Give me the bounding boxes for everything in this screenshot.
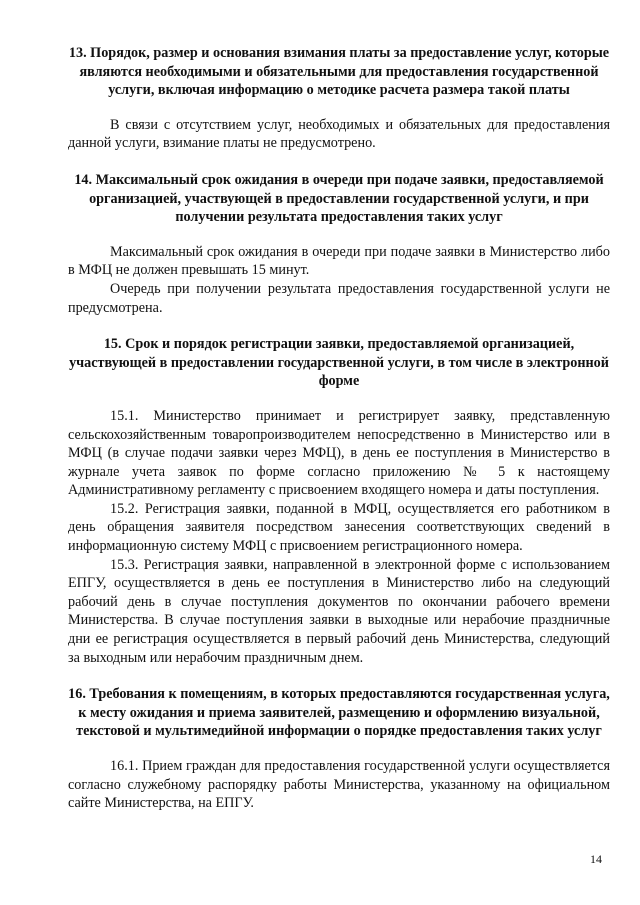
- section-16-paragraph-1: 16.1. Прием граждан для предоставления государственной услуги осуществляется согласно служебному распорядку работы Министерства, указанному на официальном сайте Министерства, на ЕПГУ.: [68, 758, 610, 812]
- section-15-heading: 15. Срок и порядок регистрации заявки, предоставляемой организацией, участвующей в предоставлении государственной услуги, в том числе в электронной форме: [69, 336, 609, 390]
- section-13-paragraph-1: В связи с отсутствием услуг, необходимых и обязательных для предоставления данной услуги, взимание платы не предусмотрено.: [68, 116, 610, 152]
- section-14-paragraph-1: Максимальный срок ожидания в очереди при подаче заявки в Министерство либо в МФЦ не должен превышать 15 минут.: [68, 243, 610, 279]
- section-13-heading: 13. Порядок, размер и основания взимания платы за предоставление услуг, которые являются необходимыми и обязательными для предоставления государственной услуги, включая информацию о методике расчета размера такой платы: [68, 45, 610, 99]
- section-14-paragraph-2: Очередь при получении результата предоставления государственной услуги не предусмотрена.: [68, 280, 610, 316]
- section-15-paragraph-3: 15.3. Регистрация заявки, направленной в электронной форме с использованием ЕПГУ, осуществляется в день ее поступления в Министерство либо на следующий рабочий день в случае поступления документов по окончании рабочего времени Министерства. В случае поступления заявки в выходные или нерабочие праздничные дни ее регистрация осуществляется в первый рабочий день Министерства, следующий за выходным или нерабочим праздничным днем.: [68, 556, 610, 666]
- section-16-heading: 16. Требования к помещениям, в которых предоставляются государственная услуга, к месту ожидания и приема заявителей, размещению и оформлению визуальной, текстовой и мультимедийной информации о порядке предоставления таких услуг: [68, 686, 610, 740]
- section-14-heading: 14. Максимальный срок ожидания в очереди при подаче заявки, предоставляемой организацией, участвующей в предоставлении государственной услуги, и при получении результата предоставления таких услуг: [74, 171, 604, 226]
- section-15-paragraph-1: 15.1. Министерство принимает и регистрирует заявку, представленную сельскохозяйственным товаропроизводителем непосредственно в Министерство или в МФЦ (в случае подачи заявки через МФЦ), в день ее поступления в Министерство в журнале учета заявок по форме согласно приложению № 5 к настоящему Административному регламенту с присвоением входящего номера и даты поступления.: [68, 407, 610, 499]
- document-page: [68, 44, 610, 813]
- page-number: 14: [590, 852, 602, 866]
- section-15-paragraph-2: 15.2. Регистрация заявки, поданной в МФЦ, осуществляется его работником в день обращения заявителя посредством занесения соответствующих сведений в информационную систему МФЦ с присвоением регистрационного номера.: [68, 500, 610, 555]
